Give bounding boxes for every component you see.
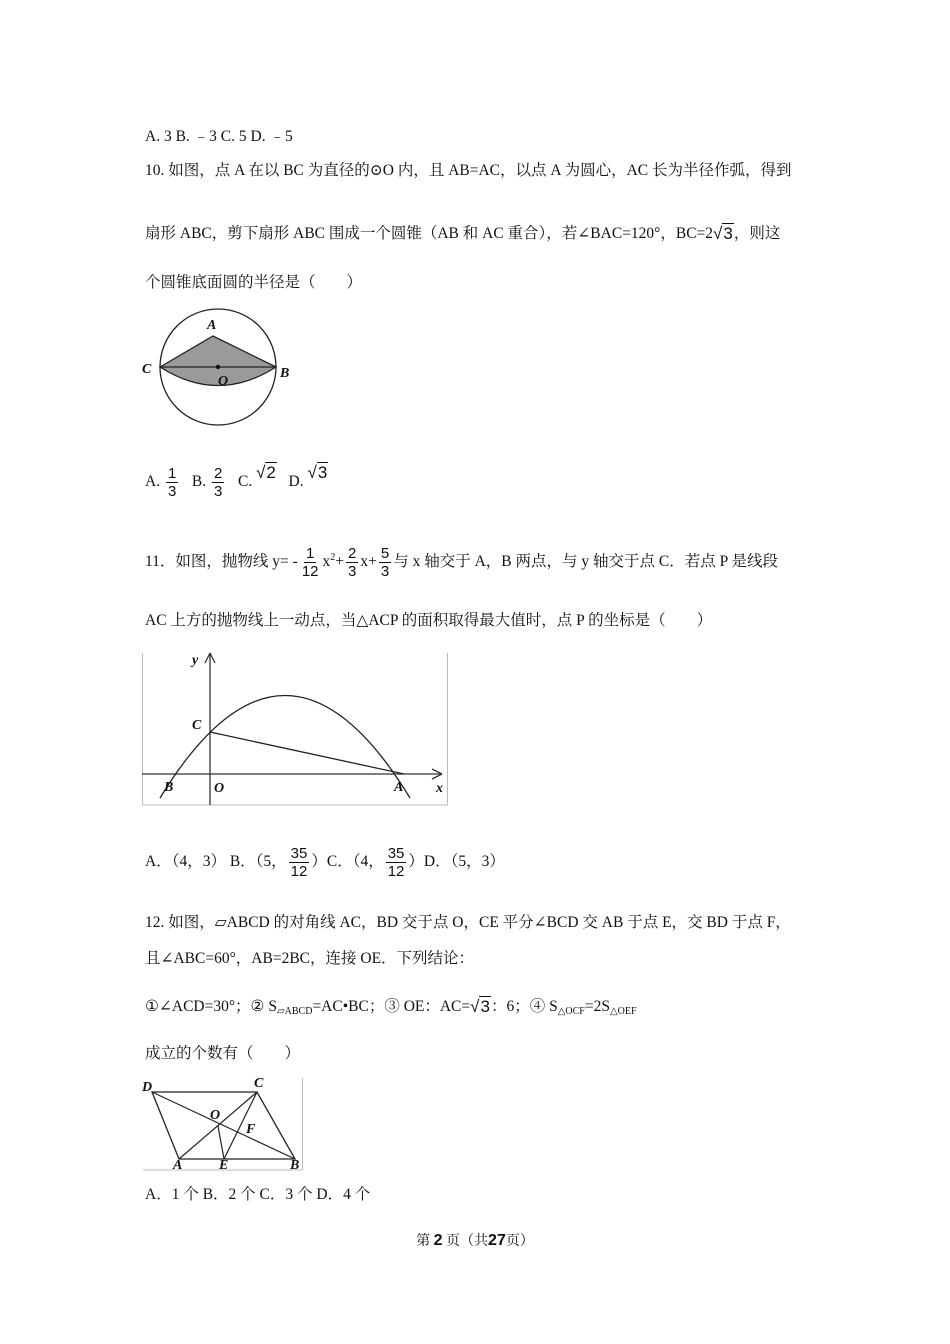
fraction: $\frac{35}{12}$ [290, 844, 308, 880]
q11-options: A．（4，3） B．（5， $\frac{35}{12}$ ）C．（4， $\frac{35}{12}$ ）D．（5，3） [145, 844, 505, 880]
fraction: $\frac{5}{3}$ [380, 544, 390, 580]
q10-text-line3: 个圆锥底面圆的半径是（ ） [145, 274, 363, 291]
fraction: $\frac{35}{12}$ [387, 844, 405, 880]
q11-text-line2: AC 上方的抛物线上一动点，当△ACP 的面积取得最大值时，点 P 的坐标是（ ） [145, 612, 713, 629]
label-b: B [164, 780, 174, 795]
q12-text-line2: 且∠ABC=60°，AB=2BC，连接 OE．下列结论： [145, 950, 475, 967]
sqrt-expression: √3 [470, 997, 490, 1017]
q10-figure [140, 305, 300, 429]
label-a: A [394, 780, 404, 795]
q11-figure [142, 648, 448, 806]
fraction: $\frac{1}{3}$ [167, 464, 177, 500]
label-b: B [290, 1158, 300, 1173]
sqrt-expression: √3 [307, 463, 328, 482]
page-footer: 第 2 页（共27页） [416, 1232, 534, 1249]
label-o: O [218, 374, 229, 389]
sqrt-expression: √3 [713, 224, 733, 244]
label-a: A [207, 318, 217, 333]
label-c: C [142, 362, 152, 377]
label-e: E [219, 1158, 229, 1173]
q10-text-line1: 10. 如图，点 A 在以 BC 为直径的⊙O 内，且 AB=AC，以点 A 为圆心，AC 长为半径作弧，得到 [145, 162, 792, 179]
q9-options: A. 3 B. ﹣3 C. 5 D. ﹣5 [145, 128, 293, 145]
q12-text-line3: ①∠ACD=30°；② $S_{▱ABCD}=AC•BC$；③ OE：AC=√3：6；④ $S_{\triangle OCF}=2S_{\triangle OEF}$ [145, 997, 637, 1017]
label-x: x [436, 781, 443, 796]
sqrt-expression: √2 [256, 463, 276, 482]
fraction: $\frac{2}{3}$ [348, 544, 357, 580]
label-b: B [280, 366, 290, 381]
q12-text-line4: 成立的个数有（ ） [145, 1045, 301, 1062]
label-o: O [210, 1108, 221, 1123]
label-a: A [173, 1158, 183, 1173]
label-d: D [142, 1080, 153, 1095]
label-c: C [254, 1076, 264, 1091]
q12-figure [142, 1075, 304, 1175]
q12-options: A．1 个 B．2 个 C．3 个 D．4 个 [145, 1186, 371, 1203]
fraction: $\frac{2}{3}$ [214, 464, 223, 500]
q12-text-line1: 12. 如图，▱ABCD 的对角线 AC，BD 交于点 O，CE 平分∠BCD 交 AB 于点 E，交 BD 于点 F， [145, 914, 791, 931]
page-number: 2 [433, 1232, 443, 1249]
q11-text-line1: 11．如图，抛物线 y= - $\frac{1}{12}$ $x^2+$ $\frac{2}{3}$ x+ $\frac{5}{3}$ 与 x 轴交于 A，B 两点，与 y 轴交于点 C．若点 P 是线段 [145, 544, 779, 580]
page-total: 27 [488, 1232, 506, 1249]
q10-options: A. $\frac{1}{3}$ B. $\frac{2}{3}$ C. √2 D. √3 [145, 453, 328, 502]
fraction: $\frac{1}{12}$ [301, 544, 319, 580]
label-f: F [246, 1122, 256, 1137]
q10-text-line2: 扇形 ABC，剪下扇形 ABC 围成一个圆锥（AB 和 AC 重合），若∠BAC=120°，BC=2√3，则这 [145, 224, 781, 244]
label-y: y [192, 653, 199, 668]
label-c: C [192, 718, 202, 733]
label-o: O [214, 781, 225, 796]
